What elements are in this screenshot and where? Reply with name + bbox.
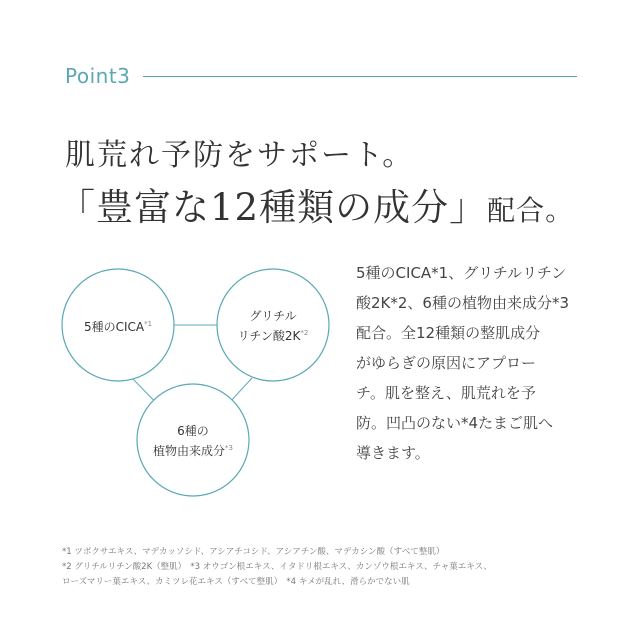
node-plant-line1: 6種の — [177, 424, 209, 438]
point-label: Point3 — [65, 64, 131, 88]
node-glycyrrh-line2: リチン酸2K — [237, 329, 301, 343]
description-text — [356, 258, 596, 468]
description-line: 配合。全12種類の整肌成分 — [356, 324, 541, 342]
description-line: 酸2K*2、6種の植物由来成分*3 — [356, 294, 570, 312]
headline-emphasis: 「豊富な12種類の成分」 — [58, 186, 488, 229]
footnote-line: *2 グリチルリチン酸2K（整肌） *3 オウゴン根エキス、イタドリ根エキス、カンゾウ根エキス、チャ葉エキス、 — [62, 562, 492, 572]
node-plant — [137, 423, 249, 460]
point-header — [65, 62, 577, 90]
description-line: 導きます。 — [356, 444, 430, 462]
footnote-line: ローズマリー葉エキス、カミツレ花エキス（すべて整肌） *4 キメが乱れ、滑らかでない肌 — [62, 577, 410, 587]
node-plant-line2: 植物由来成分 — [153, 444, 226, 458]
node-cica-note: *1 — [144, 320, 153, 328]
node-glycyrrh — [217, 308, 329, 345]
diagram-graphic — [60, 260, 360, 500]
node-glycyrrh-line1: グリチル — [249, 309, 297, 323]
node-cica-label: 5種のCICA — [83, 320, 145, 334]
headline-line1: 肌荒れ予防をサポート。 — [65, 138, 415, 173]
headline-tail: 配合。 — [487, 194, 575, 227]
node-plant-note: *3 — [225, 444, 233, 452]
description-line: 5種のCICA*1、グリチルリチン — [356, 264, 567, 282]
node-glycyrrh-note: *2 — [300, 329, 309, 337]
node-cica — [62, 316, 174, 336]
ingredient-diagram — [60, 260, 360, 500]
description-line: 防。凹凸のない*4たまご肌へ — [356, 414, 554, 432]
footnotes — [62, 545, 602, 590]
header-rule — [143, 76, 577, 77]
description-line: チ。肌を整え、肌荒れを予 — [356, 384, 536, 402]
footnote-line: *1 ツボクサエキス、マデカッソシド、アシアチコシド、アシアチン酸、マデカシン酸（すべて整肌） — [62, 547, 445, 557]
headline-line2 — [58, 186, 574, 237]
description-line: がゆらぎの原因にアプロー — [356, 354, 537, 372]
